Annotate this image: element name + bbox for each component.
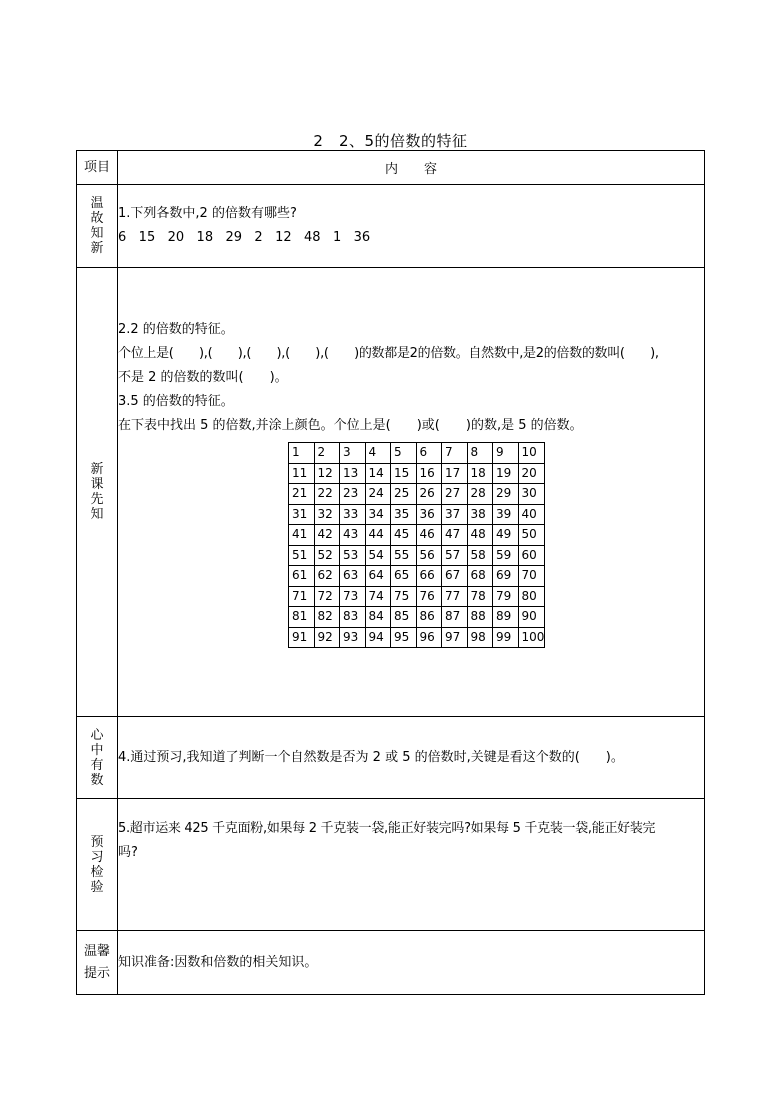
q5-line1: 5.超市运来 425 千克面粉,如果每 2 千克装一袋,能正好装完吗?如果每 5 千克装一袋,能正好装完 xyxy=(118,821,656,836)
grid-cell[interactable]: 85 xyxy=(391,607,417,628)
grid-cell[interactable]: 68 xyxy=(467,566,493,587)
grid-cell[interactable]: 62 xyxy=(314,566,340,587)
grid-cell[interactable]: 47 xyxy=(442,525,468,546)
grid-cell[interactable]: 40 xyxy=(518,504,545,525)
grid-cell[interactable]: 72 xyxy=(314,586,340,607)
grid-cell[interactable]: 44 xyxy=(365,525,391,546)
grid-cell[interactable]: 8 xyxy=(467,443,493,464)
grid-cell[interactable]: 53 xyxy=(340,545,366,566)
grid-cell[interactable]: 42 xyxy=(314,525,340,546)
grid-cell[interactable]: 19 xyxy=(493,463,519,484)
grid-cell[interactable]: 33 xyxy=(340,504,366,525)
grid-cell[interactable]: 34 xyxy=(365,504,391,525)
check-label: 预 习 检 验 xyxy=(77,799,118,931)
q3-title: 3.5 的倍数的特征。 xyxy=(118,394,234,409)
grid-cell[interactable]: 16 xyxy=(416,463,442,484)
q4-text: 4.通过预习,我知道了判断一个自然数是否为 2 或 5 的倍数时,关键是看这个数的( )。 xyxy=(118,749,624,765)
grid-cell[interactable]: 73 xyxy=(340,586,366,607)
newlesson-content xyxy=(118,268,705,717)
grid-cell[interactable]: 79 xyxy=(493,586,519,607)
grid-cell[interactable]: 75 xyxy=(391,586,417,607)
grid-cell[interactable]: 91 xyxy=(289,627,315,648)
header-content-b: 容 xyxy=(424,162,438,177)
grid-row xyxy=(289,504,545,525)
grid-cell[interactable]: 76 xyxy=(416,586,442,607)
grid-row xyxy=(289,463,545,484)
grid-cell[interactable]: 29 xyxy=(493,484,519,505)
grid-cell[interactable]: 92 xyxy=(314,627,340,648)
grid-cell[interactable]: 58 xyxy=(467,545,493,566)
grid-cell[interactable]: 50 xyxy=(518,525,545,546)
grid-cell[interactable]: 32 xyxy=(314,504,340,525)
grid-cell[interactable]: 5 xyxy=(391,443,417,464)
page-title: 2 2、5的倍数的特征 xyxy=(313,132,468,150)
grid-cell[interactable]: 23 xyxy=(340,484,366,505)
q2-line2: 不是 2 的倍数的数叫( )。 xyxy=(118,370,288,385)
grid-cell[interactable]: 49 xyxy=(493,525,519,546)
grid-cell[interactable]: 67 xyxy=(442,566,468,587)
grid-row xyxy=(289,607,545,628)
grid-row xyxy=(289,545,545,566)
grid-cell[interactable]: 17 xyxy=(442,463,468,484)
grid-cell[interactable]: 51 xyxy=(289,545,315,566)
grid-cell[interactable]: 48 xyxy=(467,525,493,546)
grid-cell[interactable]: 13 xyxy=(340,463,366,484)
tip-content xyxy=(118,931,705,995)
grid-cell[interactable]: 89 xyxy=(493,607,519,628)
grid-cell[interactable]: 100 xyxy=(518,627,545,648)
grid-cell[interactable]: 2 xyxy=(314,443,340,464)
grid-cell[interactable]: 4 xyxy=(365,443,391,464)
grid-cell[interactable]: 78 xyxy=(467,586,493,607)
grid-cell[interactable]: 80 xyxy=(518,586,545,607)
grid-cell[interactable]: 54 xyxy=(365,545,391,566)
grid-cell[interactable]: 24 xyxy=(365,484,391,505)
review-content xyxy=(118,185,705,268)
grid-row xyxy=(289,484,545,505)
grid-cell[interactable]: 6 xyxy=(416,443,442,464)
grid-cell[interactable]: 18 xyxy=(467,463,493,484)
grid-cell[interactable]: 55 xyxy=(391,545,417,566)
grid-row xyxy=(289,443,545,464)
grid-cell[interactable]: 36 xyxy=(416,504,442,525)
grid-cell[interactable]: 93 xyxy=(340,627,366,648)
tip-text: 知识准备:因数和倍数的相关知识。 xyxy=(118,954,318,970)
grid-cell[interactable]: 20 xyxy=(518,463,545,484)
grid-cell[interactable]: 28 xyxy=(467,484,493,505)
grid-cell[interactable]: 37 xyxy=(442,504,468,525)
summary-row xyxy=(77,717,705,799)
grid-cell[interactable]: 3 xyxy=(340,443,366,464)
grid-cell[interactable]: 10 xyxy=(518,443,545,464)
grid-cell[interactable]: 31 xyxy=(289,504,315,525)
header-content-a: 内 xyxy=(384,162,398,177)
grid-cell[interactable]: 60 xyxy=(518,545,545,566)
newlesson-label: 新 课 先 知 xyxy=(77,268,118,717)
grid-cell[interactable]: 59 xyxy=(493,545,519,566)
grid-cell[interactable]: 70 xyxy=(518,566,545,587)
grid-cell[interactable]: 83 xyxy=(340,607,366,628)
grid-cell[interactable]: 35 xyxy=(391,504,417,525)
grid-cell[interactable]: 7 xyxy=(442,443,468,464)
grid-cell[interactable]: 63 xyxy=(340,566,366,587)
grid-cell[interactable]: 15 xyxy=(391,463,417,484)
grid-cell[interactable]: 90 xyxy=(518,607,545,628)
grid-cell[interactable]: 14 xyxy=(365,463,391,484)
grid-cell[interactable]: 43 xyxy=(340,525,366,546)
grid-cell[interactable]: 9 xyxy=(493,443,519,464)
summary-content xyxy=(118,717,705,799)
grid-cell[interactable]: 61 xyxy=(289,566,315,587)
grid-cell[interactable]: 81 xyxy=(289,607,315,628)
grid-cell[interactable]: 99 xyxy=(493,627,519,648)
check-row xyxy=(77,799,705,931)
grid-cell[interactable]: 88 xyxy=(467,607,493,628)
grid-cell[interactable]: 45 xyxy=(391,525,417,546)
review-numbers: 6 15 20 18 29 2 12 48 1 36 xyxy=(118,230,371,245)
grid-cell[interactable]: 22 xyxy=(314,484,340,505)
lesson-table xyxy=(76,150,705,995)
grid-cell[interactable]: 66 xyxy=(416,566,442,587)
review-row xyxy=(77,185,705,268)
grid-cell[interactable]: 56 xyxy=(416,545,442,566)
grid-cell[interactable]: 74 xyxy=(365,586,391,607)
q5-line2: 吗? xyxy=(118,845,138,860)
grid-cell[interactable]: 77 xyxy=(442,586,468,607)
grid-cell[interactable]: 30 xyxy=(518,484,545,505)
grid-cell[interactable]: 96 xyxy=(416,627,442,648)
grid-cell[interactable]: 65 xyxy=(391,566,417,587)
check-content xyxy=(118,799,705,931)
summary-label: 心 中 有 数 xyxy=(77,717,118,799)
grid-row xyxy=(289,525,545,546)
grid-cell[interactable]: 84 xyxy=(365,607,391,628)
grid-cell[interactable]: 25 xyxy=(391,484,417,505)
header-row xyxy=(77,151,705,185)
newlesson-row xyxy=(77,268,705,717)
grid-cell[interactable]: 21 xyxy=(289,484,315,505)
header-item-cell: 项目 xyxy=(77,151,118,185)
grid-cell[interactable]: 64 xyxy=(365,566,391,587)
grid-cell[interactable]: 57 xyxy=(442,545,468,566)
grid-cell[interactable]: 11 xyxy=(289,463,315,484)
grid-cell[interactable]: 71 xyxy=(289,586,315,607)
grid-cell[interactable]: 52 xyxy=(314,545,340,566)
grid-cell[interactable]: 97 xyxy=(442,627,468,648)
hundred-grid xyxy=(288,442,545,648)
grid-cell[interactable]: 38 xyxy=(467,504,493,525)
tip-row xyxy=(77,931,705,995)
grid-cell[interactable]: 27 xyxy=(442,484,468,505)
grid-cell[interactable]: 94 xyxy=(365,627,391,648)
grid-cell[interactable]: 69 xyxy=(493,566,519,587)
grid-cell[interactable]: 95 xyxy=(391,627,417,648)
grid-cell[interactable]: 39 xyxy=(493,504,519,525)
grid-cell[interactable]: 46 xyxy=(416,525,442,546)
header-content-cell xyxy=(118,151,705,185)
grid-cell[interactable]: 41 xyxy=(289,525,315,546)
review-question: 1.下列各数中,2 的倍数有哪些? xyxy=(118,206,297,221)
grid-cell[interactable]: 82 xyxy=(314,607,340,628)
grid-row xyxy=(289,566,545,587)
grid-cell[interactable]: 86 xyxy=(416,607,442,628)
grid-cell[interactable]: 12 xyxy=(314,463,340,484)
q3-line1: 在下表中找出 5 的倍数,并涂上颜色。个位上是( )或( )的数,是 5 的倍数。 xyxy=(118,418,583,433)
q2-line1: 个位上是( ),( ),( ),( ),( )的数都是2的倍数。自然数中,是2的倍数的数叫( ), xyxy=(118,346,659,361)
grid-cell[interactable]: 98 xyxy=(467,627,493,648)
review-label: 温 故 知 新 xyxy=(77,185,118,268)
grid-row xyxy=(289,586,545,607)
grid-cell[interactable]: 87 xyxy=(442,607,468,628)
grid-cell[interactable]: 1 xyxy=(289,443,315,464)
grid-row xyxy=(289,627,545,648)
grid-cell[interactable]: 26 xyxy=(416,484,442,505)
q2-title: 2.2 的倍数的特征。 xyxy=(118,322,234,337)
tip-label: 温馨 提示 xyxy=(77,931,118,995)
